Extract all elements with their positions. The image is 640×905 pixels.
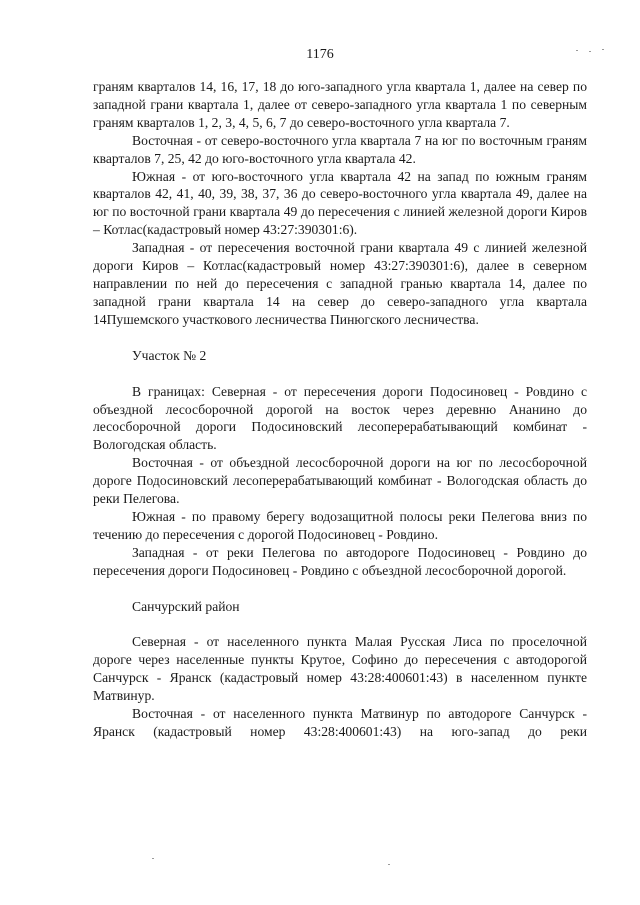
spacer xyxy=(93,329,587,347)
scan-speck xyxy=(576,50,578,51)
scan-speck xyxy=(602,49,604,50)
paragraph-plot2-west: Западная - от реки Пелегова по автодороге Подосиновец - Ровдино до пересечения дороги Подосиновец - Ровдино с объездной лесосборочной дорогой. xyxy=(93,544,587,578)
spacer xyxy=(93,615,587,633)
scan-speck xyxy=(152,858,154,859)
paragraph-west-boundary: Западная - от пересечения восточной грани квартала 49 с линией железной дороги Киров – Котлас(кадастровый номер 43:27:390301:6), далее в северном направлении по ней до пересечения с западной гранью квартала 14, далее по западной грани квартала 14 на север до северо-западного угла квартала 14Пушемского участкового лесничества Пинюгского лесничества. xyxy=(93,240,587,327)
paragraph-plot2-east: Восточная - от объездной лесосборочной дороги на юг по лесосборочной дороге Подосиновский лесоперерабатывающий комбинат - Вологодская область до реки Пелегова. xyxy=(93,455,587,507)
paragraph-district-east: Восточная - от населенного пункта Матвинур по автодороге Санчурск - Яранск (кадастровый номер 43:28:400601:43) на юго-запад до реки xyxy=(93,706,587,739)
page-number: 1176 xyxy=(306,47,334,62)
paragraph-south-boundary: Южная - от юго-восточного угла квартала 42 на запад по южным граням кварталов 42, 41, 40, 39, 38, 37, 36 до северо-восточного угла квартала 49, далее на юг по восточной грани квартала 49 до пересечения с линией железной дороги Киров – Котлас(кадастровый номер 43:27:390301:6). xyxy=(93,168,587,238)
document-body xyxy=(93,78,587,741)
scan-speck xyxy=(589,51,591,52)
spacer xyxy=(93,580,587,598)
paragraph-district-north: Северная - от населенного пункта Малая Русская Лиса по проселочной дороге через населенные пункты Крутое, Софино до пересечения с автодорогой Санчурск - Яранск (кадастровый номер 43:28:400601:43) в населенном пункте Матвинур. xyxy=(93,634,587,704)
section-heading-plot-2: Участок № 2 xyxy=(132,347,207,363)
paragraph-plot2-south: Южная - по правому берегу водозащитной полосы реки Пелегова вниз по течению до пересечения с дорогой Подосиновец - Ровдино. xyxy=(93,508,587,542)
spacer xyxy=(93,365,587,383)
paragraph-plot2-north: В границах: Северная - от пересечения дороги Подосиновец - Ровдино с объездной лесосборочной дорогой на восток через деревню Ананино до лесосборочной дороги Подосиновский лесоперерабатывающий комбинат - Вологодская область. xyxy=(93,383,587,453)
paragraph-continuation: граням кварталов 14, 16, 17, 18 до юго-западного угла квартала 1, далее на север по западной грани квартала 1, далее от северо-западного угла квартала 1 по северным граням кварталов 1, 2, 3, 4, 5, 6, 7 до северо-восточного угла квартала 7. xyxy=(93,79,587,130)
section-heading-sanchursky-district: Санчурский район xyxy=(132,598,240,614)
scan-speck xyxy=(388,864,390,865)
paragraph-east-boundary: Восточная - от северо-восточного угла квартала 7 на юг по восточным граням кварталов 7, 25, 42 до юго-восточного угла квартала 42. xyxy=(93,132,587,166)
